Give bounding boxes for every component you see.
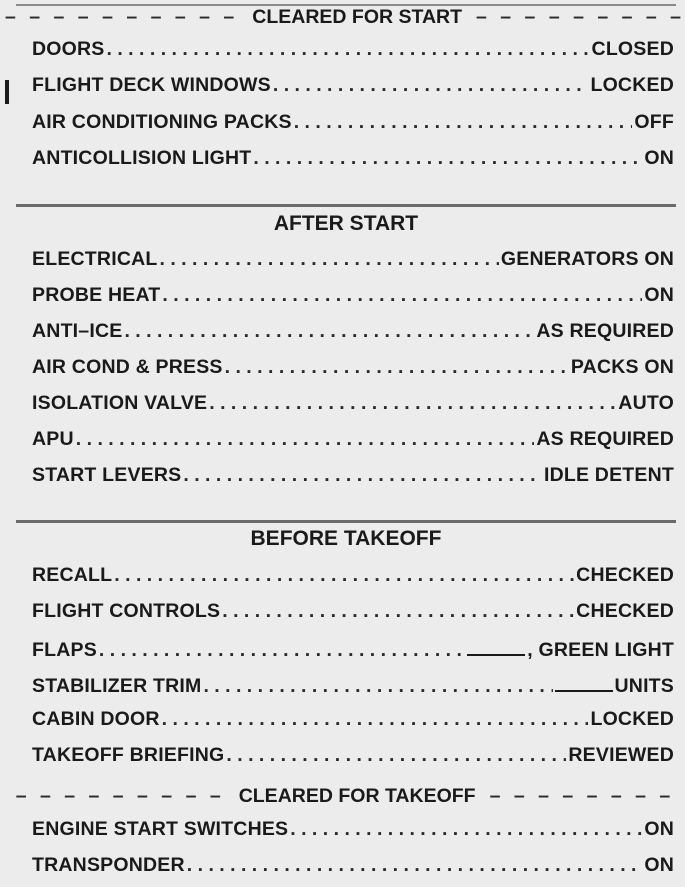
after-start-header: AFTER START	[273, 212, 419, 235]
checklist-item-doors	[32, 38, 674, 70]
checklist-item-anticollision-light	[32, 147, 674, 179]
leader-dots	[203, 675, 552, 698]
leader-dots	[226, 744, 566, 767]
item-value: GENERATORS ON	[500, 248, 674, 270]
section-divider	[16, 520, 676, 523]
item-label: ANTICOLLISION LIGHT	[32, 147, 252, 169]
cleared-for-start-header	[5, 2, 685, 32]
leader-dots	[290, 818, 642, 841]
change-bar	[5, 80, 9, 104]
checklist-item-electrical	[32, 248, 674, 280]
item-label: START LEVERS	[32, 464, 182, 486]
dashes-left: – – – – – – – – –	[15, 784, 225, 807]
item-value: AS REQUIRED	[536, 428, 674, 450]
leader-dots	[222, 600, 574, 623]
leader-dots	[253, 147, 642, 170]
leader-dots	[162, 284, 642, 307]
leader-dots	[107, 38, 590, 61]
item-label: ANTI–ICE	[32, 320, 123, 342]
flaps-fill-in-blank	[467, 636, 525, 656]
item-value: REVIEWED	[568, 744, 674, 766]
leader-dots	[273, 74, 589, 97]
checklist-item-isolation-valve	[32, 392, 674, 424]
cleared-for-takeoff-header	[15, 781, 675, 811]
item-label: STABILIZER TRIM	[32, 675, 202, 697]
item-label: ELECTRICAL	[32, 248, 158, 270]
leader-dots	[162, 708, 589, 731]
trim-fill-in-blank	[555, 672, 613, 692]
item-value: OFF	[634, 111, 674, 133]
item-value: ON	[644, 147, 674, 169]
dashes-left: – – – – – – – – – –	[5, 5, 239, 28]
item-label: FLAPS	[32, 639, 97, 661]
checklist-item-start-levers	[32, 464, 674, 496]
leader-dots	[225, 356, 569, 379]
item-label: FLIGHT CONTROLS	[32, 600, 221, 622]
item-label: ENGINE START SWITCHES	[32, 818, 289, 840]
leader-dots	[294, 111, 633, 134]
item-value: CHECKED	[576, 600, 674, 622]
dashes-right: – – – – – – – – –	[476, 5, 685, 28]
checklist-item-flight-deck-windows	[32, 74, 674, 106]
item-value: CLOSED	[591, 38, 674, 60]
dashes-right: – – – – – – – –	[489, 784, 675, 807]
item-label: PROBE HEAT	[32, 284, 161, 306]
item-value: ON	[644, 818, 674, 840]
checklist-item-recall	[32, 564, 674, 596]
checklist-item-cabin-door	[32, 708, 674, 740]
section-title: CLEARED FOR TAKEOFF	[238, 784, 476, 807]
item-value: AS REQUIRED	[536, 320, 674, 342]
item-value: CHECKED	[576, 564, 674, 586]
checklist-item-engine-start-switches	[32, 818, 674, 850]
item-value: LOCKED	[590, 74, 674, 96]
item-label: APU	[32, 428, 74, 450]
item-value: PACKS ON	[570, 356, 674, 378]
checklist-item-flaps	[32, 636, 674, 668]
leader-dots	[187, 854, 643, 877]
checklist-item-probe-heat	[32, 284, 674, 316]
item-label: ISOLATION VALVE	[32, 392, 208, 414]
item-label: TRANSPONDER	[32, 854, 185, 876]
item-value: IDLE DETENT	[543, 464, 674, 486]
item-value: ON	[644, 854, 674, 876]
leader-dots	[183, 464, 542, 487]
item-value: , GREEN LIGHT	[527, 639, 674, 661]
checklist-item-anti-ice	[32, 320, 674, 352]
leader-dots	[124, 320, 534, 343]
before-takeoff-header: BEFORE TAKEOFF	[250, 527, 442, 550]
item-label: CABIN DOOR	[32, 708, 160, 730]
checklist-item-flight-controls	[32, 600, 674, 632]
checklist-item-air-cond-press	[32, 356, 674, 388]
checklist-item-apu	[32, 428, 674, 460]
checklist-item-stabilizer-trim	[32, 672, 674, 704]
section-title: CLEARED FOR START	[252, 5, 463, 28]
item-label: TAKEOFF BRIEFING	[32, 744, 225, 766]
item-value: AUTO	[618, 392, 674, 414]
leader-dots	[160, 248, 499, 271]
item-label: FLIGHT DECK WINDOWS	[32, 74, 271, 96]
item-value: LOCKED	[590, 708, 674, 730]
leader-dots	[76, 428, 535, 451]
item-label: AIR COND & PRESS	[32, 356, 223, 378]
item-value: UNITS	[614, 675, 674, 697]
leader-dots	[114, 564, 574, 587]
checklist-item-air-conditioning-packs	[32, 111, 674, 143]
item-label: RECALL	[32, 564, 113, 586]
leader-dots	[99, 639, 465, 662]
item-value: ON	[644, 284, 674, 306]
item-label: AIR CONDITIONING PACKS	[32, 111, 292, 133]
section-divider	[16, 204, 676, 207]
item-label: DOORS	[32, 38, 105, 60]
checklist-item-transponder	[32, 854, 674, 886]
checklist-item-takeoff-briefing	[32, 744, 674, 776]
leader-dots	[209, 392, 616, 415]
